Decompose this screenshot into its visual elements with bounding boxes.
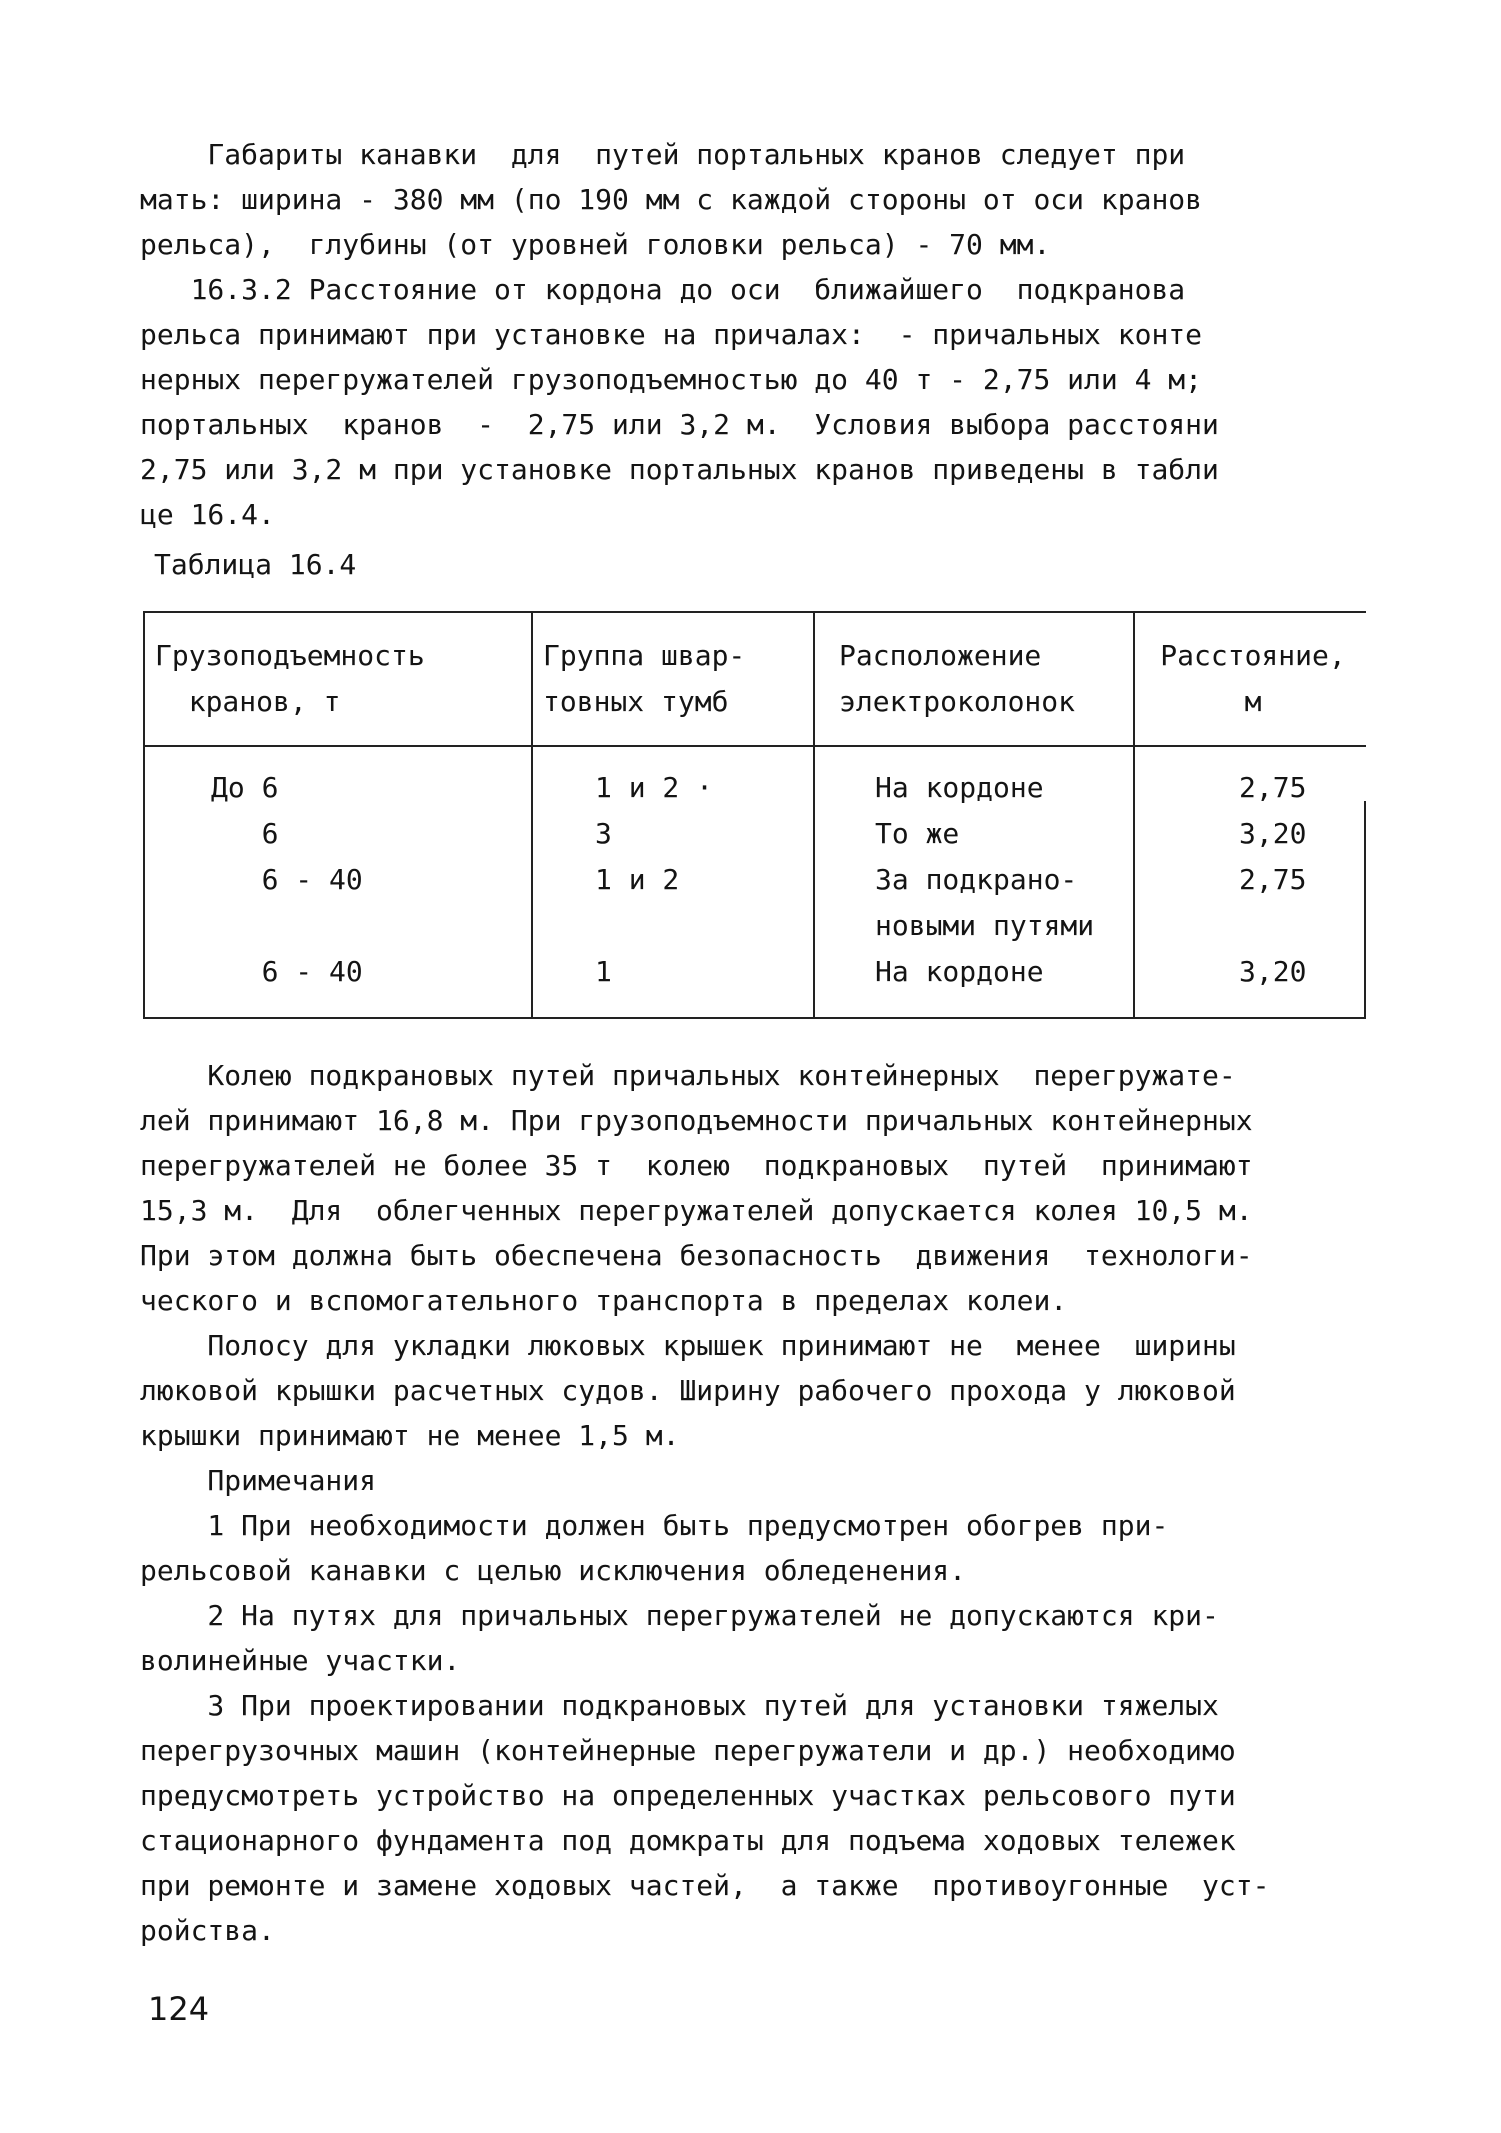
table-caption: Таблица 16.4 [154,548,357,581]
cell-group: 1 и 2 · [595,771,714,804]
text-line: 15,3 м. Для облегченных перегружателей допускается колея 10,5 м. [140,1194,1253,1227]
header-line: Грузоподъемность [155,639,425,672]
header-line: Группа швар- [543,639,746,672]
table-top-rule [143,611,1366,613]
text-line: це 16.4. [140,498,275,531]
text-line: перегружателей не более 35 т колею подкрановых путей принимают [140,1149,1253,1182]
text-line: 3 При проектировании подкрановых путей для установки тяжелых [140,1689,1219,1722]
header-capacity [155,633,425,725]
text-line: 1 При необходимости должен быть предусмотрен обогрев при- [140,1509,1169,1542]
cell-location: На кордоне [875,955,1044,988]
cell-distance: 2,75 [1239,771,1307,804]
cell-distance: 2,75 [1239,863,1307,896]
header-line: м [1244,685,1262,718]
table-16-4 [143,611,1366,1019]
text-line: нерных перегружателей грузоподъемностью до 40 т - 2,75 или 4 м; [140,363,1203,396]
cell-distance: 3,20 [1239,817,1307,850]
cell-location-line: новыми путями [875,909,1095,942]
cell-distance: 3,20 [1239,955,1307,988]
table-bottom-rule [143,1017,1366,1019]
header-line: Расстояние, [1160,639,1346,672]
text-line: Колею подкрановых путей причальных контейнерных перегружате- [140,1059,1236,1092]
header-line: электроколонок [839,685,1076,718]
cell-capacity: 6 [211,817,279,850]
table-col-rule [531,611,533,1019]
header-group [543,633,745,725]
text-line: портальных кранов - 2,75 или 3,2 м. Условия выбора расстояни [140,408,1219,441]
text-line: Полосу для укладки люковых крышек принимают не менее ширины [140,1329,1236,1362]
text-line: 16.3.2 Расстояние от кордона до оси ближайшего подкранова [140,273,1186,306]
text-line: 2 На путях для причальных перегружателей не допускаются кри- [140,1599,1219,1632]
cell-capacity: 6 - 40 [211,955,363,988]
cell-capacity: До 6 [211,771,279,804]
table-header-rule [143,745,1366,747]
text-line: мать: ширина - 380 мм (по 190 мм с каждой стороны от оси кранов [140,183,1203,216]
text-line: стационарного фундамента под домкраты для подъема ходовых тележек [140,1824,1236,1857]
cell-location-line: За подкрано- [875,863,1078,896]
text-line: люковой крышки расчетных судов. Ширину рабочего прохода у люковой [140,1374,1236,1407]
cell-group: 3 [595,817,612,850]
cell-group: 1 и 2 [595,863,680,896]
text-line: рельсовой канавки с целью исключения обледенения. [140,1554,967,1587]
text-line: рельса принимают при установке на причалах: - причальных конте [140,318,1203,351]
top-text-block [140,132,1380,537]
text-line: ческого и вспомогательного транспорта в пределах колеи. [140,1284,1068,1317]
cell-capacity: 6 - 40 [211,863,363,896]
header-line: Расположение [839,639,1042,672]
header-distance [1143,633,1363,725]
cell-location: На кордоне [875,771,1044,804]
text-line: перегрузочных машин (контейнерные перегружатели и др.) необходимо [140,1734,1236,1767]
text-line: ройства. [140,1914,275,1947]
table-left-rule [143,611,145,1019]
cell-location: То же [875,817,960,850]
text-line: при ремонте и замене ходовых частей, а также противоугонные уст- [140,1869,1270,1902]
text-line: рельса), глубины (от уровней головки рельса) - 70 мм. [140,228,1051,261]
table-col-rule [1133,611,1135,1019]
bottom-text-block [140,1053,1380,1953]
cell-group: 1 [595,955,612,988]
header-location [839,633,1075,725]
text-line: лей принимают 16,8 м. При грузоподъемности причальных контейнерных [140,1104,1253,1137]
notes-heading: Примечания [140,1464,377,1497]
header-line: кранов, т [155,685,341,718]
text-line: При этом должна быть обеспечена безопасность движения технологи- [140,1239,1253,1272]
cell-location [875,857,1094,949]
text-line: волинейные участки. [140,1644,461,1677]
text-line: предусмотреть устройство на определенных участках рельсового пути [140,1779,1236,1812]
text-line: 2,75 или 3,2 м при установке портальных кранов приведены в табли [140,453,1219,486]
page-number: 124 [148,1990,210,2028]
table-right-rule [1364,801,1366,1019]
text-line: Габариты канавки для путей портальных кранов следует при [140,138,1186,171]
text-line: крышки принимают не менее 1,5 м. [140,1419,680,1452]
table-col-rule [813,611,815,1019]
header-line: товных тумб [543,685,729,718]
